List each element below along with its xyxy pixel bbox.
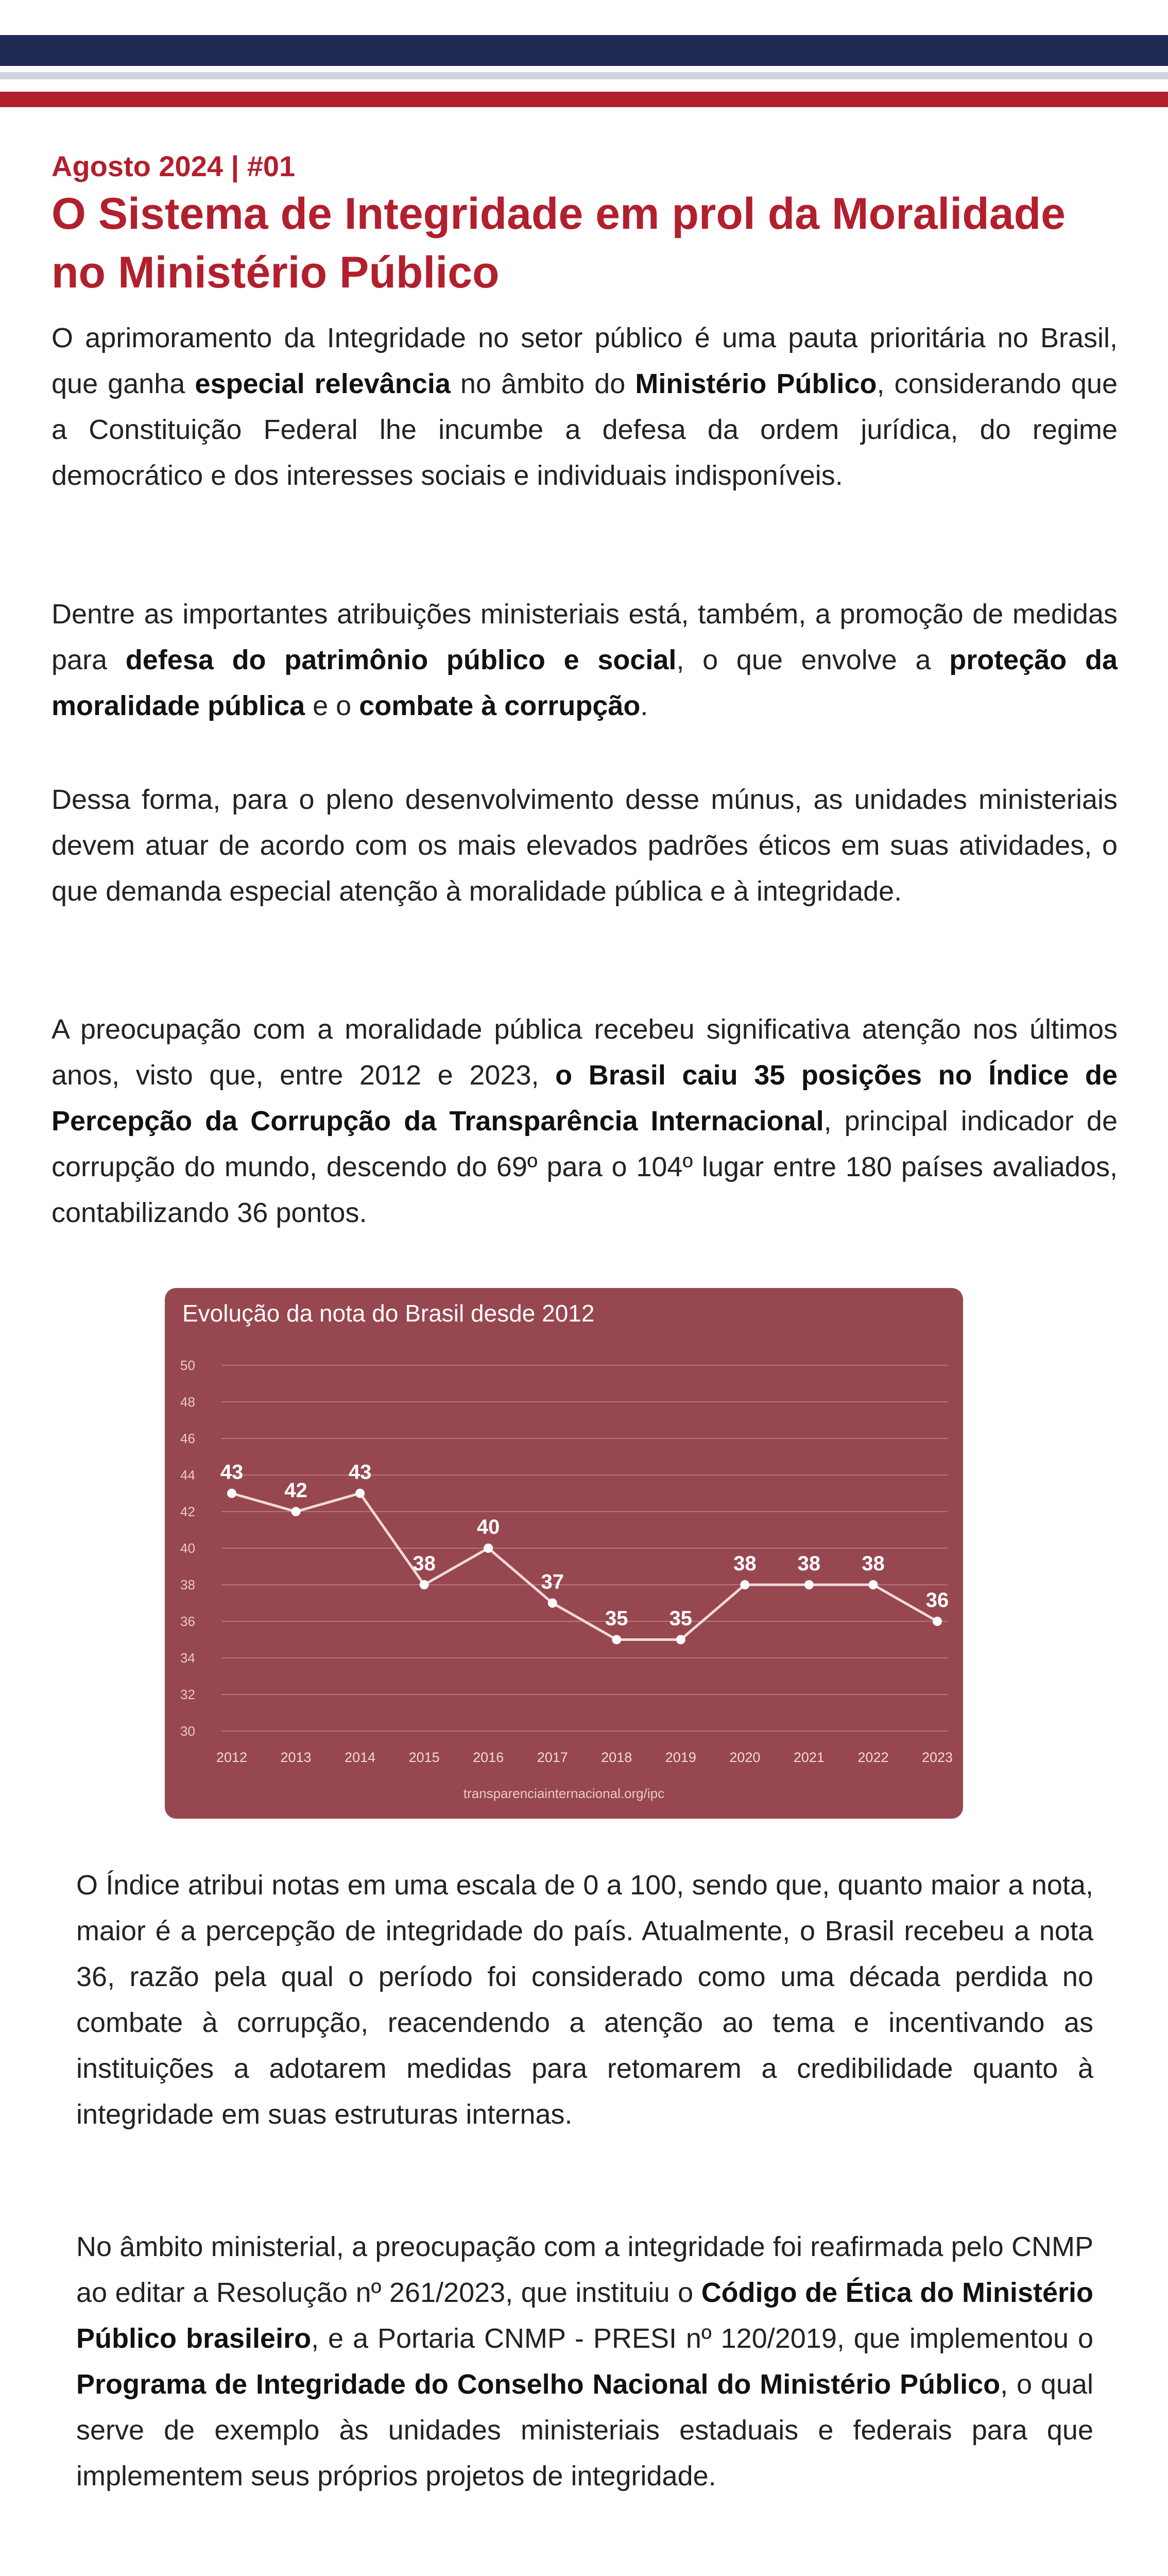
data-point — [548, 1599, 557, 1608]
paragraph-3 — [51, 777, 1118, 914]
emphasis-text: defesa do patrimônio público e social — [125, 645, 677, 675]
x-tick-label: 2017 — [537, 1750, 568, 1765]
series-line — [232, 1494, 937, 1640]
x-tick-label: 2014 — [345, 1750, 376, 1765]
data-label: 38 — [733, 1552, 757, 1575]
body-text: e o — [305, 690, 359, 721]
y-tick-label: 36 — [180, 1614, 195, 1629]
data-label: 43 — [348, 1461, 372, 1484]
chart-source: transparenciainternacional.org/ipc — [463, 1786, 665, 1801]
y-tick-label: 50 — [180, 1358, 195, 1373]
data-label: 42 — [284, 1479, 307, 1502]
data-label: 35 — [605, 1607, 628, 1630]
paragraph-5 — [76, 1862, 1093, 2138]
emphasis-text: combate à corrupção — [359, 690, 641, 721]
data-label: 40 — [476, 1516, 500, 1538]
body-text: . — [640, 690, 648, 721]
x-tick-label: 2015 — [408, 1750, 440, 1765]
data-point — [612, 1635, 621, 1645]
paragraph-6 — [76, 2224, 1093, 2499]
data-point — [933, 1617, 942, 1626]
emphasis-text: especial relevância — [195, 368, 451, 399]
issue-label: Agosto 2024 | #01 — [51, 150, 296, 182]
paragraph-4 — [51, 1007, 1118, 1236]
body-text: A preocupação com a moralidade pública recebeu significativa atenção nos últimos anos, visto que, entre 2012 e 2023, — [51, 1014, 1118, 1091]
data-label: 43 — [220, 1461, 244, 1484]
x-tick-label: 2016 — [473, 1750, 504, 1765]
x-tick-label: 2020 — [729, 1750, 761, 1765]
chart-plot — [165, 1288, 963, 1819]
x-tick-label: 2013 — [280, 1750, 312, 1765]
emphasis-text: o Brasil caiu 35 posições no Índice de Percepção da Corrupção da Transparência Internacional — [51, 1060, 1118, 1137]
y-tick-label: 44 — [180, 1467, 195, 1483]
x-tick-label: 2012 — [216, 1750, 248, 1765]
y-tick-label: 48 — [180, 1394, 195, 1410]
x-tick-label: 2022 — [857, 1750, 889, 1765]
body-text: Dentre as importantes atribuições ministeriais está, também, a promoção de medidas para — [51, 599, 1118, 675]
x-tick-label: 2023 — [921, 1750, 953, 1765]
y-tick-label: 32 — [180, 1687, 195, 1702]
data-label: 37 — [541, 1570, 564, 1594]
paragraph-2 — [51, 591, 1118, 729]
emphasis-text: proteção da moralidade pública — [51, 645, 1118, 721]
y-tick-label: 38 — [180, 1577, 195, 1592]
x-tick-label: 2018 — [601, 1750, 632, 1765]
header-bar-navy — [0, 35, 1168, 66]
body-text: , e a Portaria CNMP - PRESI nº 120/2019, que implementou o — [311, 2323, 1093, 2354]
data-point — [804, 1580, 814, 1589]
emphasis-text: Código de Ética do Ministério Público brasileiro — [76, 2277, 1093, 2354]
body-text: , considerando que a Constituição Federal lhe incumbe a defesa da ordem jurídica, do regime democrático e dos interesses sociais e individuais indisponíveis. — [51, 368, 1118, 491]
score-chart — [165, 1288, 963, 1819]
body-text: O aprimoramento da Integridade no setor público é uma pauta prioritária no Brasil, que ganha — [51, 323, 1118, 399]
body-text: O Índice atribui notas em uma escala de 0 a 100, sendo que, quanto maior a nota, maior é a percepção de integridade do país. Atualmente, o Brasil recebeu a nota 36, razão pela qual o período foi considerado como uma década perdida no combate à corrupção, reacendendo a atenção ao tema e incentivando as instituições a adotarem medidas para retomarem a credibilidade quanto à integridade em suas estruturas internas. — [76, 1870, 1093, 2130]
data-label: 36 — [925, 1589, 949, 1612]
body-text: no âmbito do — [450, 368, 635, 399]
data-point — [868, 1580, 878, 1589]
body-text: No âmbito ministerial, a preocupação com a integridade foi reafirmada pelo CNMP ao editar a Resolução nº 261/2023, que instituiu o — [76, 2231, 1093, 2308]
data-point — [227, 1489, 236, 1498]
emphasis-text: Programa de Integridade do Conselho Nacional do Ministério Público — [76, 2369, 1001, 2400]
data-point — [676, 1635, 685, 1645]
y-tick-label: 34 — [180, 1650, 195, 1666]
body-text: , principal indicador de corrupção do mundo, descendo do 69º para o 104º lugar entre 180 países avaliados, contabilizando 36 pontos. — [51, 1106, 1118, 1228]
body-text: , o que envolve a — [676, 645, 950, 675]
data-label: 38 — [862, 1552, 885, 1575]
page-title: O Sistema de Integridade em prol da Moralidade no Ministério Público — [51, 189, 1066, 297]
header-bar-gray — [0, 72, 1168, 79]
x-tick-label: 2019 — [665, 1750, 696, 1765]
paragraph-1 — [51, 315, 1118, 499]
body-text: Dessa forma, para o pleno desenvolvimento desse múnus, as unidades ministeriais devem atuar de acordo com os mais elevados padrões éticos em suas atividades, o que demanda especial atenção à moralidade pública e à integridade. — [51, 784, 1118, 907]
body-text: , o qual serve de exemplo às unidades ministeriais estaduais e federais para que implementem seus próprios projetos de integridade. — [76, 2369, 1094, 2492]
x-tick-label: 2021 — [793, 1750, 825, 1765]
emphasis-text: Ministério Público — [635, 368, 877, 399]
data-point — [355, 1489, 365, 1498]
data-label: 35 — [669, 1607, 693, 1630]
data-label: 38 — [797, 1552, 821, 1575]
y-tick-label: 42 — [180, 1504, 195, 1519]
chart-title: Evolução da nota do Brasil desde 2012 — [182, 1300, 595, 1327]
data-point — [420, 1580, 429, 1589]
y-tick-label: 30 — [180, 1723, 195, 1739]
data-point — [740, 1580, 749, 1589]
header-bar-red — [0, 92, 1168, 107]
y-tick-label: 40 — [180, 1540, 195, 1556]
data-point — [291, 1507, 301, 1516]
data-label: 38 — [413, 1552, 436, 1575]
y-tick-label: 46 — [180, 1431, 195, 1446]
data-point — [484, 1544, 493, 1553]
